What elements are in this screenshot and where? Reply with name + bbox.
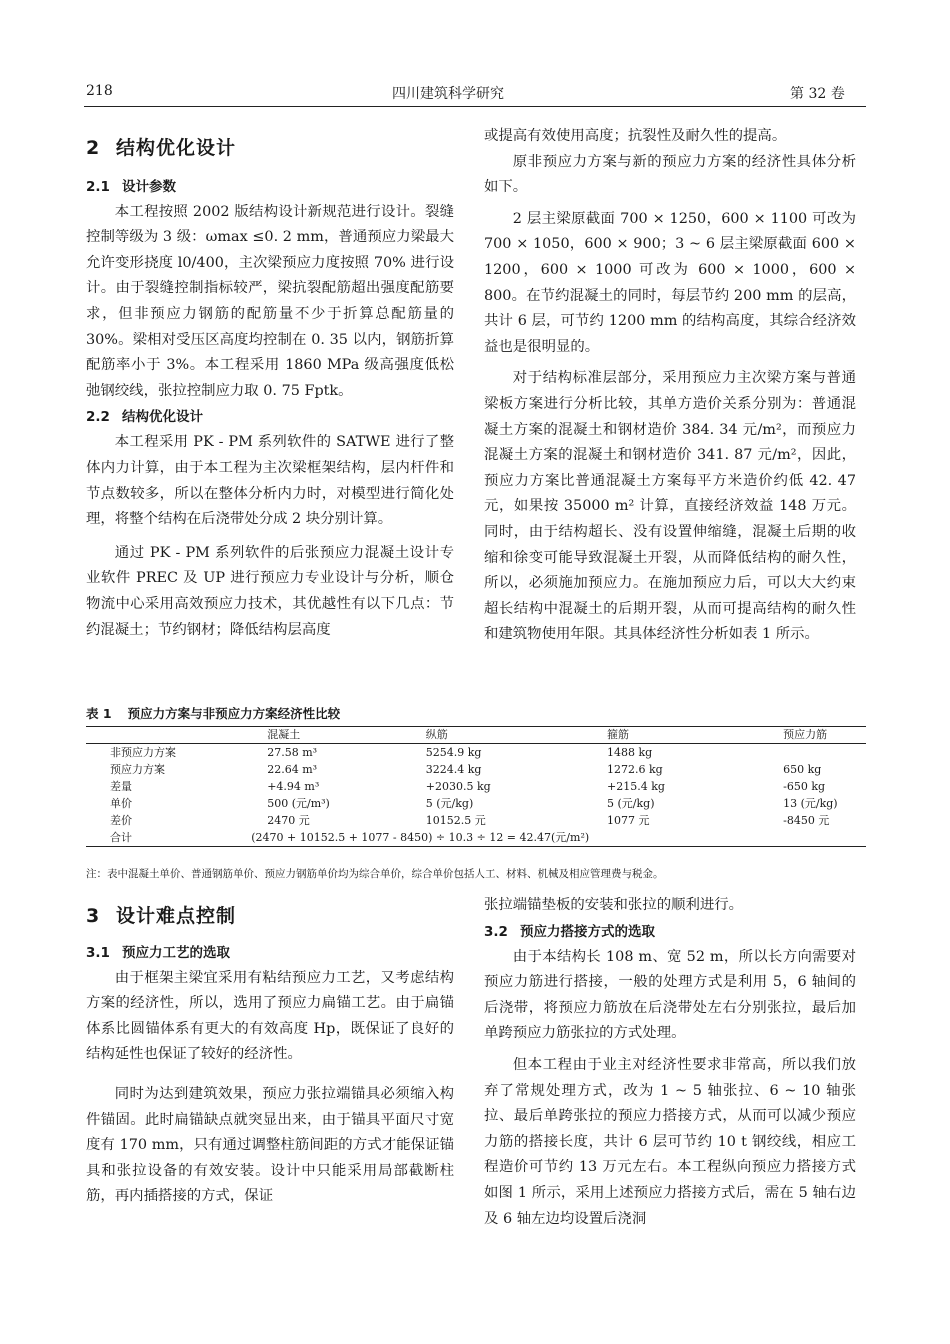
table-cell: 27.58 m³ <box>267 745 318 759</box>
table-cell: 1488 kg <box>607 745 653 759</box>
table-cell: 差量 <box>110 779 132 793</box>
lower-right-column <box>484 893 856 1232</box>
paragraph: 本工程按照 2002 版结构设计新规范进行设计。裂缝控制等级为 3 级：ωmax ≤0. 2 mm，普通预应力梁最大允许变形挠度 l0/400，主次梁预应力度按照 70% 进行设计。由于裂缝控制指标较严，梁抗裂配筋超出强度配筋要求，但非预应力钢筋的配筋量不少于折算总配筋量的 30%。梁相对受压区高度均控制在 0. 35 以内，钢筋折算配筋率小于 3%。本工程采用 1860 MPa 级高强度低松弛钢绞线，张拉控制应力取 0. 75 Fptk。 <box>86 203 454 399</box>
table-cell: 650 kg <box>783 762 822 776</box>
table-cell: 5254.9 kg <box>425 745 482 759</box>
table-row <box>86 761 866 778</box>
subsection-number: 3.1 <box>86 944 110 961</box>
table-cell: 5 (元/kg) <box>425 797 474 811</box>
subsection-number: 2.1 <box>86 178 110 195</box>
subsection-title: 设计参数 <box>122 178 176 195</box>
table-cell: +215.4 kg <box>607 779 665 793</box>
section-3-heading <box>86 904 454 930</box>
upper-left-column <box>86 136 454 643</box>
upper-right-column <box>484 124 856 648</box>
paragraph-continuation: 或提高有效使用高度；抗裂性及耐久性的提高。 <box>484 128 787 144</box>
column-header: 箍筋 <box>607 728 630 742</box>
table-cell: 5 (元/kg) <box>607 797 655 811</box>
table-row <box>86 778 866 795</box>
table-cell: -650 kg <box>783 779 826 793</box>
table-cell: 2470 元 <box>267 814 310 828</box>
volume-label: 第 32 卷 <box>790 86 845 102</box>
subsection-3-1-heading <box>86 940 454 966</box>
table-cell: 合计 <box>110 831 132 845</box>
section-title: 设计难点控制 <box>116 905 237 927</box>
table-cell: 差价 <box>110 814 132 828</box>
table-row <box>86 744 866 761</box>
paragraph: 通过 PK - PM 系列软件的后张预应力混凝土设计专业软件 PREC 及 UP 进行预应力专业设计与分析，顺仓物流中心采用高效预应力技术，其优越性有以下几点：节约混凝土；节约钢材；降低结构层高度 <box>86 544 454 638</box>
paragraph-continuation: 张拉端锚垫板的安装和张拉的顺利进行。 <box>484 897 744 913</box>
table-cell: -8450 元 <box>783 814 830 828</box>
column-header: 预应力筋 <box>783 728 828 742</box>
table-title: 预应力方案与非预应力方案经济性比较 <box>127 706 341 721</box>
table-cell: +2030.5 kg <box>425 779 491 793</box>
table-cell: 3224.4 kg <box>425 762 482 776</box>
table-caption <box>86 704 340 722</box>
paragraph: 2 层主梁原截面 700 × 1250，600 × 1100 可改为 700 × 1050，600 × 900；3 ~ 6 层主梁原截面 600 × 1200，600 × 1000 可改为 600 × 1000，600 × 800。在节约混凝土的同时，每层节约 200 mm 的层高，共计 6 层，可节约 1200 mm 的结构高度，其综合经济效益也是很明显的。 <box>484 210 856 355</box>
table-cell: 500 (元/m³) <box>267 797 330 811</box>
paragraph: 原非预应力方案与新的预应力方案的经济性具体分析如下。 <box>484 153 856 196</box>
table-header-row <box>86 727 866 744</box>
table-cell <box>783 744 866 761</box>
paragraph: 对于结构标准层部分，采用预应力主次梁方案与普通梁板方案进行分析比较，其单方造价关系分别为：普通混凝土方案的混凝土和钢材造价 384. 34 元/m²，而预应力混凝土方案的混凝土和钢材造价 341. 87 元/m²，因此，预应力方案比普通混凝土方案每平方米造价约低 42. 47 元，如果按 35000 m² 计算，直接经济效益 148 万元。同时，由于结构超长、没有设置伸缩缝，混凝土后期的收缩和徐变可能导致混凝土开裂，从而降低结构的耐久性，所以，必须施加预应力。在施加预应力后，可以大大约束超长结构中混凝土的后期开裂，从而可提高结构的耐久性和建筑物使用年限。其具体经济性分析如表 1 所示。 <box>484 370 856 643</box>
section-number: 2 <box>86 137 101 159</box>
subsection-3-2-heading <box>484 919 856 945</box>
paragraph: 本工程采用 PK - PM 系列软件的 SATWE 进行了整体内力计算，由于本工程为主次梁框架结构，层内杆件和节点数较多，所以在整体分析内力时，对模型进行简化处理，将整个结构在后浇带处分成 2 块分别计算。 <box>86 434 454 528</box>
table-cell: 预应力方案 <box>110 762 165 776</box>
subsection-number: 3.2 <box>484 923 508 940</box>
paragraph: 由于框架主梁宜采用有粘结预应力工艺，又考虑结构方案的经济性，所以，选用了预应力扁锚工艺。由于扁锚体系比圆锚体系有更大的有效高度 Hp，既保证了良好的结构延性也保证了较好的经济性。 <box>86 969 454 1063</box>
table-label: 表 1 <box>86 706 112 721</box>
column-header: 混凝土 <box>267 728 301 742</box>
table-note: 注：表中混凝土单价、普通钢筋单价、预应力钢筋单价均为综合单价，综合单价包括人工、材料、机械及相应管理费与税金。 <box>86 868 664 880</box>
subsection-2-2-heading <box>86 404 454 430</box>
economics-table <box>86 726 866 847</box>
table-cell: 1272.6 kg <box>607 762 663 776</box>
subsection-title: 预应力工艺的选取 <box>122 944 230 961</box>
page-number: 218 <box>86 83 113 99</box>
subsection-number: 2.2 <box>86 409 110 426</box>
table-row <box>86 795 866 812</box>
paragraph: 由于本结构长 108 m、宽 52 m，所以长方向需要对预应力筋进行搭接，一般的处理方式是利用 5，6 轴间的后浇带，将预应力筋放在后浇带处左右分别张拉，最后加单跨预应力筋张拉的方式处理。 <box>484 948 856 1042</box>
table-cell: 1077 元 <box>607 814 650 828</box>
section-number: 3 <box>86 905 101 927</box>
subsection-2-1-heading <box>86 174 454 200</box>
journal-title: 四川建筑科学研究 <box>392 86 504 102</box>
column-header <box>86 727 179 744</box>
column-header: 纵筋 <box>425 728 448 742</box>
subsection-title: 结构优化设计 <box>122 409 203 426</box>
table-cell: +4.94 m³ <box>267 779 320 793</box>
table-total-formula: (2470 + 10152.5 + 1077 - 8450) ÷ 10.3 ÷ 12 = 42.47(元/m²) <box>251 831 590 845</box>
table-cell: 10152.5 元 <box>425 814 486 828</box>
section-title: 结构优化设计 <box>116 137 237 159</box>
table-cell: 单价 <box>110 797 132 811</box>
table-cell: 22.64 m³ <box>267 762 318 776</box>
paragraph: 但本工程由于业主对经济性要求非常高，所以我们放弃了常规处理方式，改为 1 ~ 5 轴张拉、6 ~ 10 轴张拉、最后单跨张拉的预应力搭接方式，从而可以减少预应力筋的搭接长度，共计 6 层可节约 10 t 钢绞线，相应工程造价可节约 13 万元左右。本工程纵向预应力搭接方式如图 1 所示，采用上述预应力搭接方式后，需在 5 轴右边及 6 轴左边均设置后浇洞 <box>484 1056 856 1227</box>
table-row <box>86 812 866 829</box>
subsection-title: 预应力搭接方式的选取 <box>520 923 655 940</box>
section-2-heading <box>86 136 454 162</box>
lower-left-column <box>86 904 454 1210</box>
table-cell: 非预应力方案 <box>110 745 176 759</box>
paragraph: 同时为达到建筑效果，预应力张拉端锚具必须缩入构件锚固。此时扁锚缺点就突显出来，由于锚具平面尺寸宽度有 170 mm，只有通过调整柱筋间距的方式才能保证锚具和张拉设备的有效安装。设计中只能采用局部截断柱筋，再内插搭接的方式，保证 <box>86 1085 454 1205</box>
table-cell: 13 (元/kg) <box>783 797 838 811</box>
header-rule <box>84 106 866 107</box>
table-total-row <box>86 830 866 847</box>
